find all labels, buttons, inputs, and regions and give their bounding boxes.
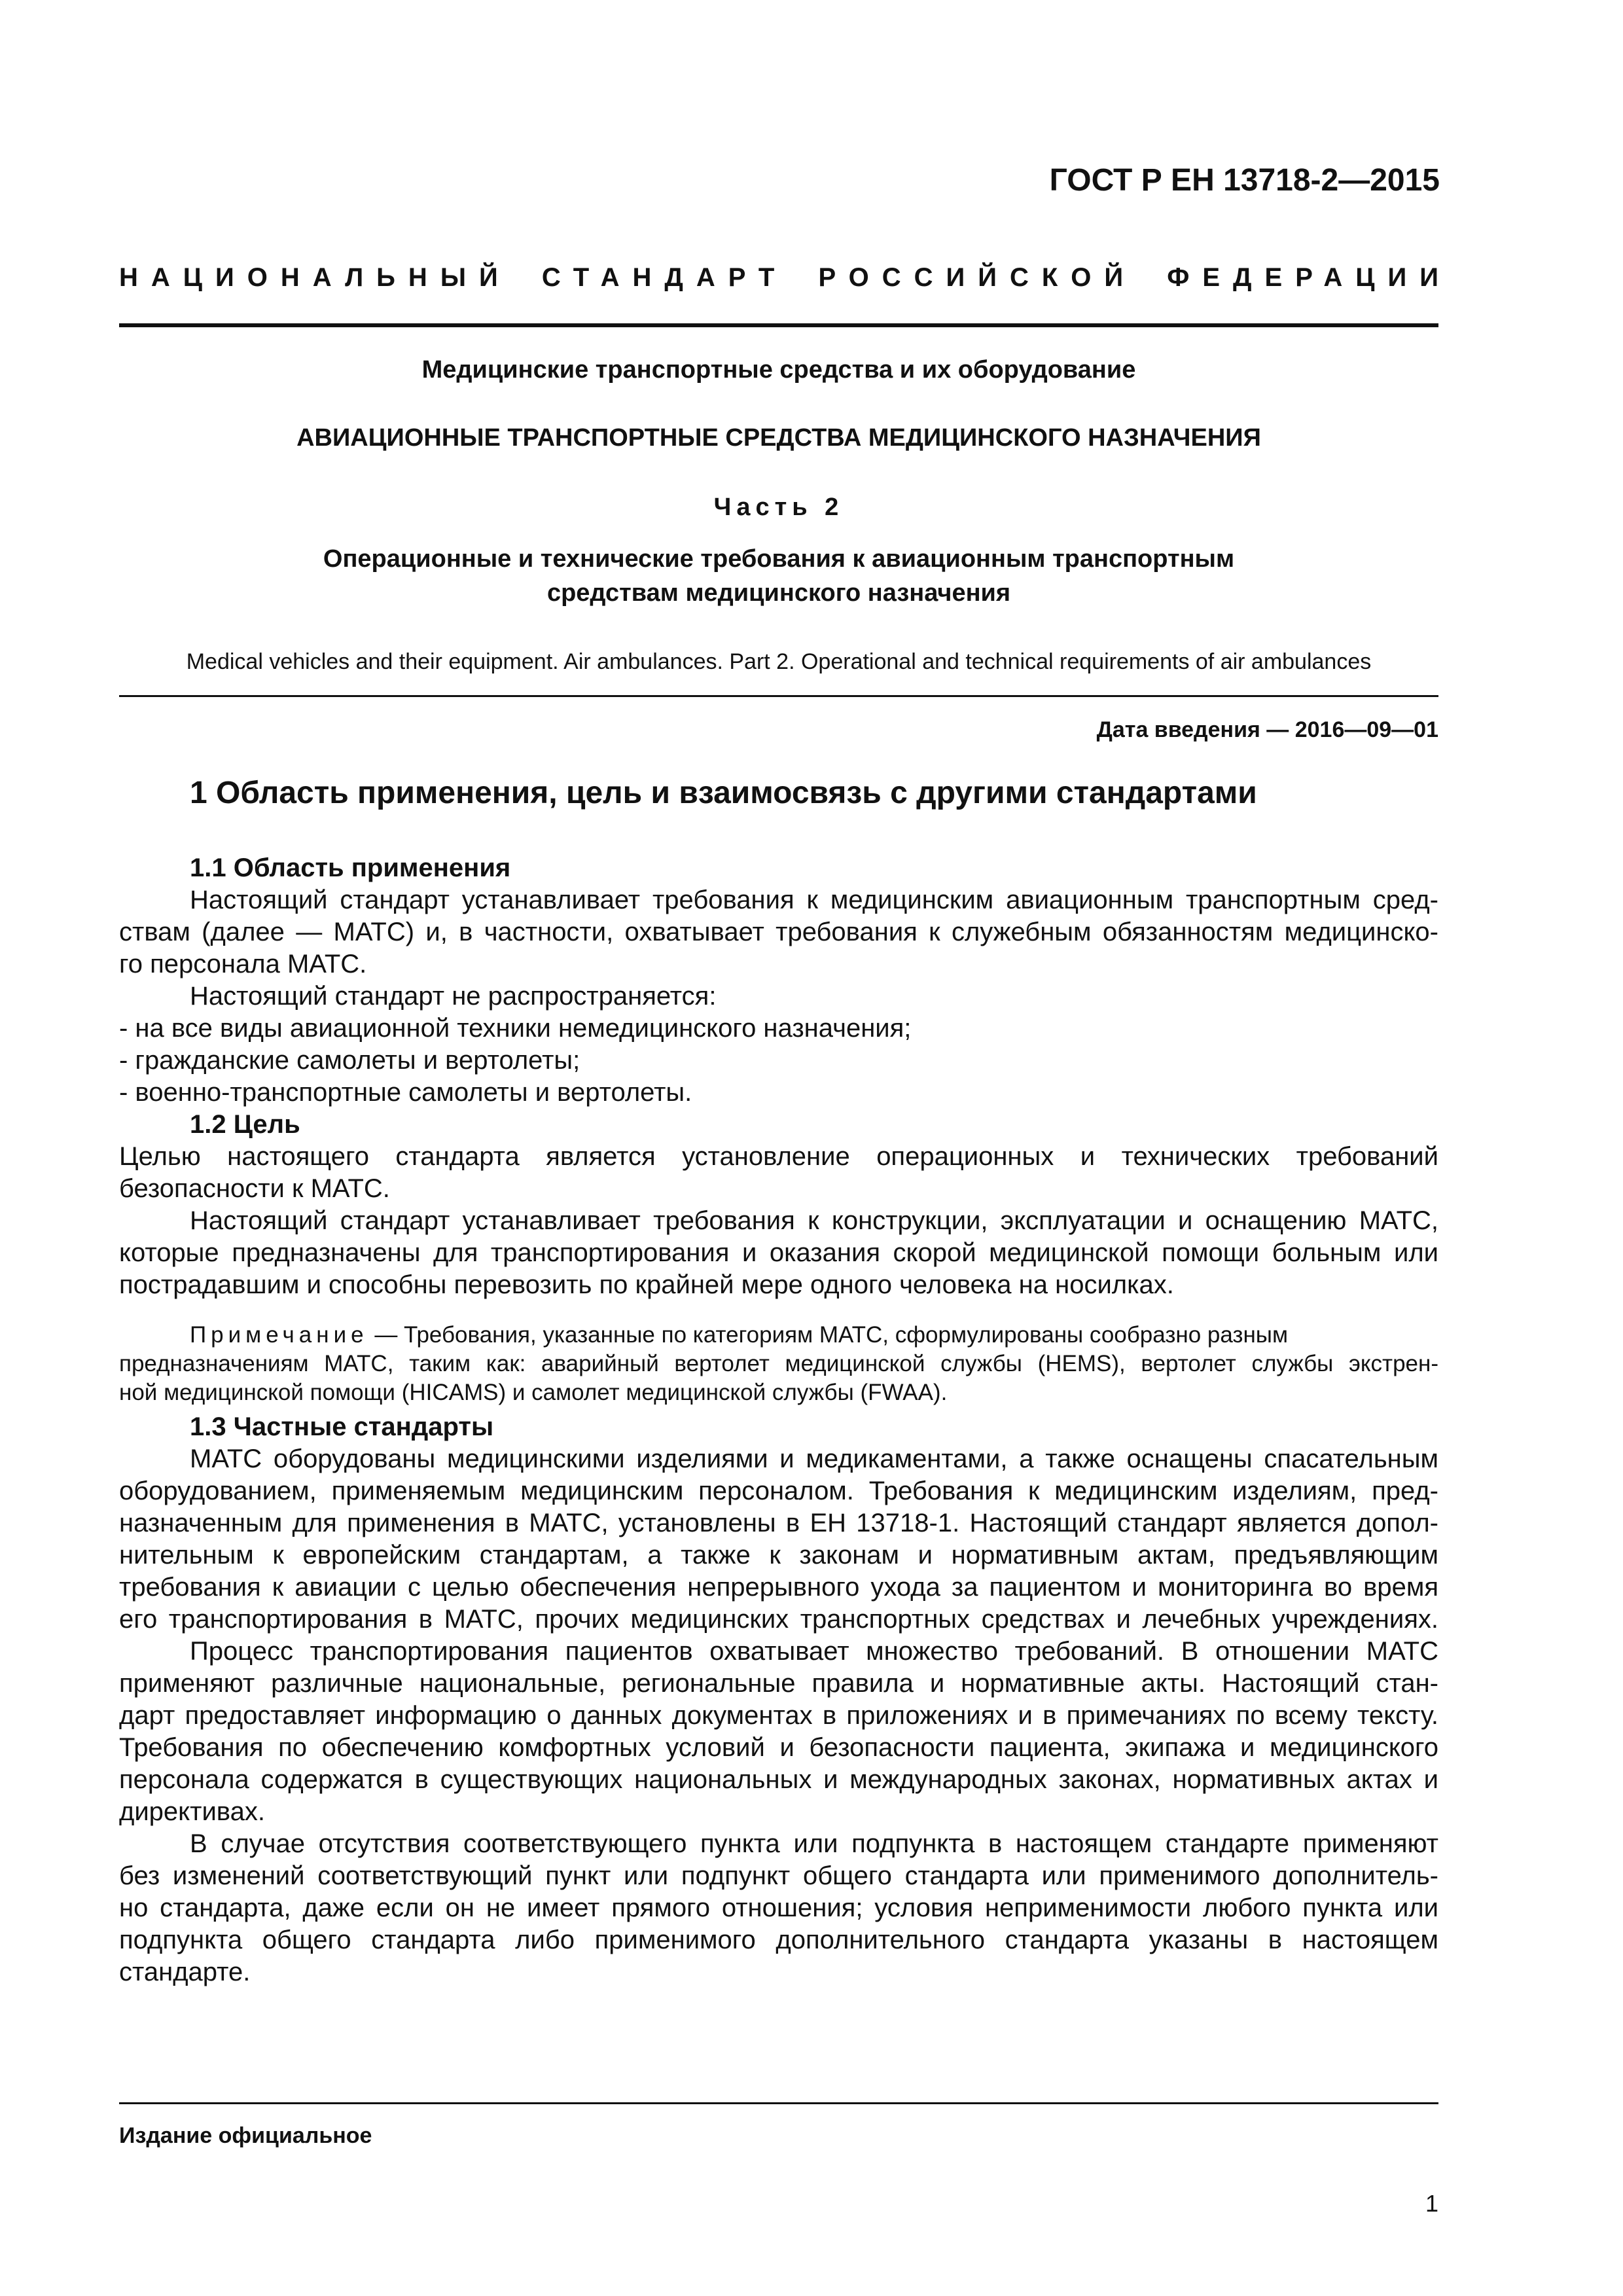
paragraph-line: подпункта общего стандарта либо применимого дополнительного стандарта указаны в настоящем	[119, 1926, 1438, 1954]
subtitle-line: Операционные и технические требования к авиационным транспортным	[323, 545, 1235, 573]
title-divider	[119, 695, 1438, 697]
note-label: Примечание	[190, 1322, 368, 1348]
document-title: АВИАЦИОННЫЕ ТРАНСПОРТНЫЕ СРЕДСТВА МЕДИЦИНСКОГО НАЗНАЧЕНИЯ	[296, 424, 1261, 452]
paragraph-line: го персонала МАТС.	[119, 950, 367, 978]
document-designation: ГОСТ Р ЕН 13718-2—2015	[1049, 163, 1440, 198]
subsection-heading: 1.3 Частные стандарты	[190, 1412, 494, 1441]
subsection-heading: 1.2 Цель	[190, 1110, 300, 1139]
paragraph-line: Целью настоящего стандарта является установление операционных и технических требований	[119, 1142, 1438, 1171]
paragraph-line: нительным к европейским стандартам, а также к законам и нормативным актам, предъявляющим	[119, 1541, 1438, 1570]
paragraph-line: Настоящий стандарт устанавливает требования к конструкции, эксплуатации и оснащению МАТС,	[190, 1206, 1438, 1235]
list-item: - гражданские самолеты и вертолеты;	[119, 1046, 580, 1075]
header-divider	[119, 323, 1438, 327]
paragraph-line: пострадавшим и способны перевозить по крайней мере одного человека на носилках.	[119, 1270, 1174, 1299]
part-label: Часть 2	[713, 493, 844, 521]
note-line: ной медицинской помощи (HICAMS) и самолет медицинской службы (FWAA).	[119, 1380, 948, 1405]
paragraph-line: безопасности к МАТС.	[119, 1174, 390, 1203]
paragraph-line: дарт предоставляет информацию о данных документах в приложениях и в примечаниях по всему тексту.	[119, 1701, 1438, 1730]
paragraph-line: но стандарта, даже если он не имеет прямого отношения; условия неприменимости любого пункта или	[119, 1893, 1438, 1922]
official-edition-label: Издание официальное	[119, 2123, 372, 2148]
paragraph-line: директивах.	[119, 1797, 265, 1826]
paragraph-line: В случае отсутствия соответствующего пункта или подпункта в настоящем стандарте применяют	[190, 1829, 1438, 1858]
paragraph-line: Процесс транспортирования пациентов охватывает множество требований. В отношении МАТС	[190, 1637, 1438, 1666]
paragraph-line: Требования по обеспечению комфортных условий и безопасности пациента, экипажа и медицинского	[119, 1733, 1438, 1762]
paragraph-line: применяют различные национальные, региональные правила и нормативные акты. Настоящий стан-	[119, 1669, 1438, 1698]
national-standard-banner	[119, 263, 1452, 293]
paragraph-line: без изменений соответствующий пункт или подпункт общего стандарта или применимого дополнитель-	[119, 1861, 1438, 1890]
paragraph-line: ствам (далее — МАТС) и, в частности, охватывает требования к служебным обязанностям медицинско-	[119, 918, 1438, 946]
paragraph-line: стандарте.	[119, 1958, 251, 1986]
paragraph-line: Настоящий стандарт не распространяется:	[190, 982, 717, 1011]
paragraph-line: назначенным для применения в МАТС, установлены в ЕН 13718-1. Настоящий стандарт является допол-	[119, 1509, 1438, 1537]
paragraph-line: его транспортирования в МАТС, прочих медицинских транспортных средствах и лечебных учреждениях.	[119, 1605, 1438, 1634]
subsection-heading: 1.1 Область применения	[190, 853, 511, 882]
paragraph-line: МАТС оборудованы медицинскими изделиями и медикаментами, а также оснащены спасательным	[190, 1444, 1438, 1473]
list-item: - на все виды авиационной техники немедицинского назначения;	[119, 1014, 912, 1043]
subtitle-line: средствам медицинского назначения	[546, 579, 1011, 607]
note-block	[119, 1321, 1438, 1407]
section-heading: 1 Область применения, цель и взаимосвязь с другими стандартами	[190, 776, 1257, 810]
paragraph-line: которые предназначены для транспортирования и оказания скорой медицинской помощи больным или	[119, 1238, 1438, 1267]
paragraph-line: Настоящий стандарт устанавливает требования к медицинским авиационным транспортным сред-	[190, 886, 1438, 914]
banner-word: НАЦИОНАЛЬНЫЙ	[119, 263, 511, 292]
section-body	[119, 852, 1438, 1988]
banner-word: ФЕДЕРАЦИИ	[1167, 263, 1452, 292]
note-line	[119, 1321, 1438, 1350]
note-text: — Требования, указанные по категориям МАТС, сформулированы сообразно разным	[368, 1322, 1289, 1348]
page-number: 1	[1425, 2190, 1438, 2217]
paragraph-line: оборудованием, применяемым медицинским персоналом. Требования к медицинским изделиям, пред-	[119, 1477, 1438, 1505]
paragraph-line: требования к авиации с целью обеспечения непрерывного ухода за пациентом и мониторинга во время	[119, 1573, 1438, 1602]
list-item: - военно-транспортные самолеты и вертолеты.	[119, 1078, 692, 1107]
paragraph-line: персонала содержатся в существующих национальных и международных законах, нормативных актах и	[119, 1765, 1438, 1794]
english-title: Medical vehicles and their equipment. Air ambulances. Part 2. Operational and technical requirements of air ambulances	[186, 649, 1372, 674]
banner-word: СТАНДАРТ	[541, 263, 788, 292]
document-subtitle	[119, 542, 1438, 610]
footer-divider	[119, 2102, 1438, 2104]
banner-word: РОССИЙСКОЙ	[818, 263, 1137, 292]
introduction-date: Дата введения — 2016—09—01	[1096, 717, 1438, 742]
note-line: предназначениям МАТС, таким как: аварийный вертолет медицинской службы (HEMS), вертолет службы экстрен-	[119, 1351, 1438, 1376]
document-subject: Медицинские транспортные средства и их оборудование	[421, 356, 1136, 384]
